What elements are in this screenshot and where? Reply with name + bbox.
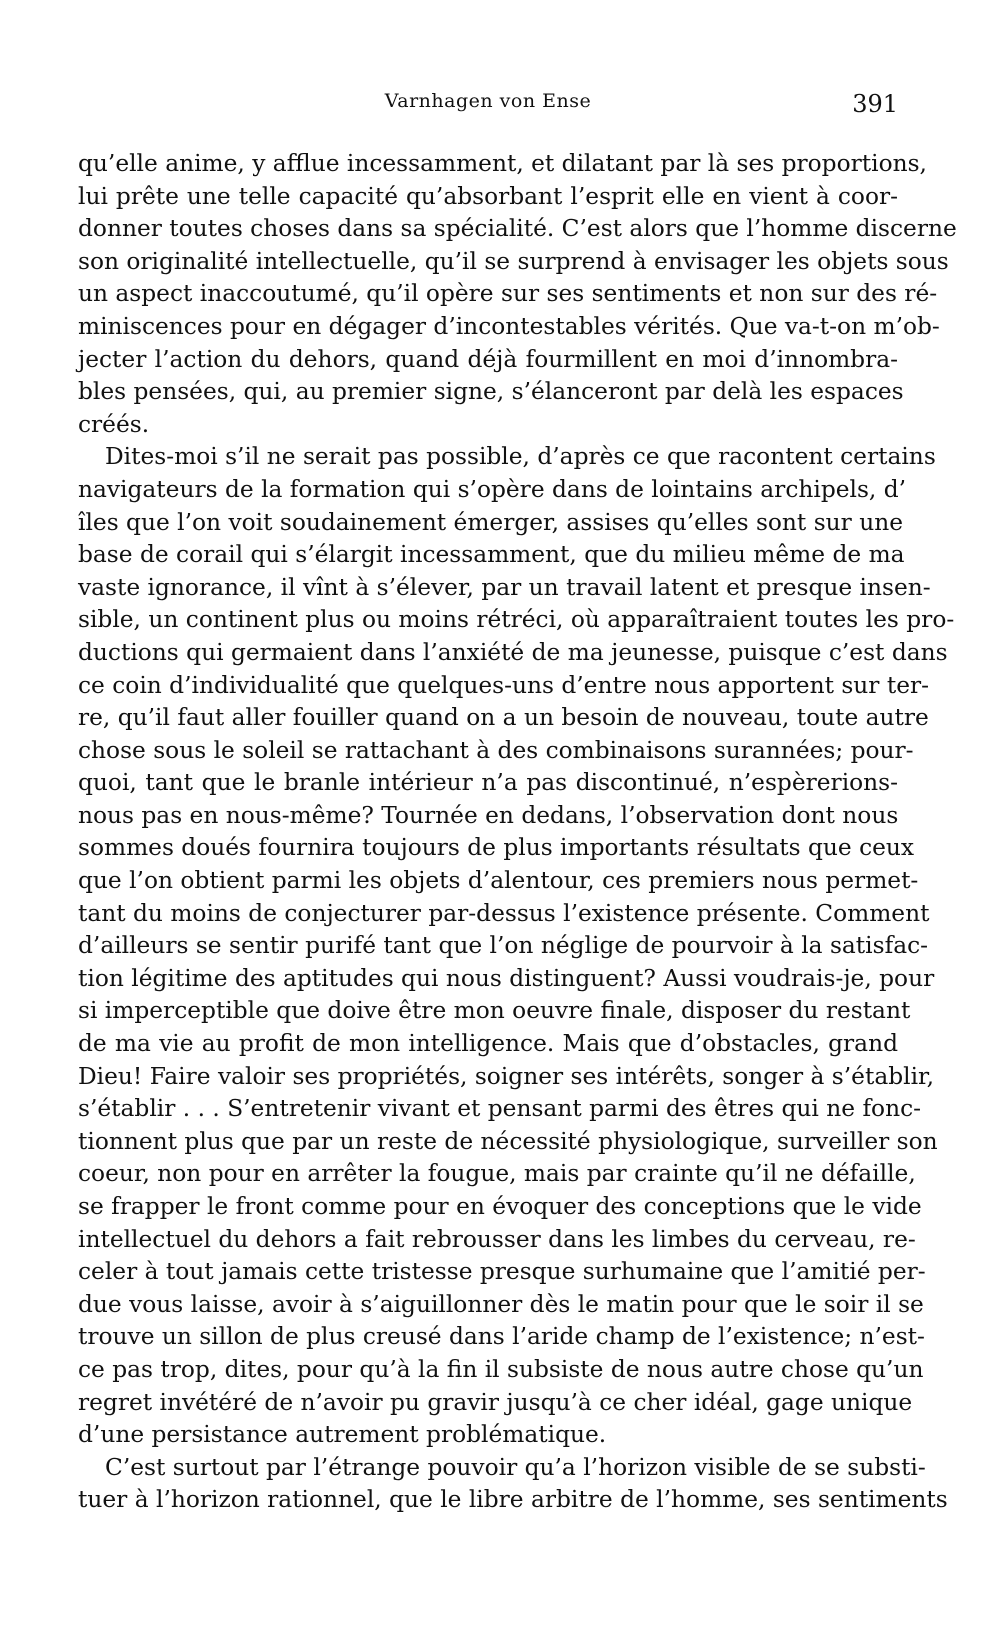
text-line: Dieu! Faire valoir ses propriétés, soigner ses intérêts, songer à s’établir,: [78, 1062, 935, 1090]
text-line: d’ailleurs se sentir purifé tant que l’on néglige de pourvoir à la satisfac-: [78, 932, 929, 960]
text-line: tant du moins de conjecturer par-dessus l’existence présente. Comment: [78, 899, 930, 927]
text-line: intellectuel du dehors a fait rebrousser dans les limbes du cerveau, re-: [78, 1225, 916, 1253]
text-line: tionnent plus que par un reste de nécessité physiologique, surveiller son: [78, 1127, 938, 1155]
text-line: s’établir . . . S’entretenir vivant et pensant parmi des êtres qui ne fonc-: [78, 1095, 922, 1123]
text-line: bles pensées, qui, au premier signe, s’élanceront par delà les espaces: [78, 378, 904, 406]
text-line: si imperceptible que doive être mon oeuvre finale, disposer du restant: [78, 997, 911, 1025]
text-line: ductions qui germaient dans l’anxiété de ma jeunesse, puisque c’est dans: [78, 638, 948, 666]
body-text: [78, 148, 957, 1517]
text-line: tuer à l’horizon rationnel, que le libre arbitre de l’homme, ses sentiments: [78, 1486, 948, 1514]
text-line: sible, un continent plus ou moins rétréci, où apparaîtraient toutes les pro-: [78, 606, 955, 634]
text-line: miniscences pour en dégager d’incontestables vérités. Que va-t-on m’ob-: [78, 312, 940, 340]
text-line: donner toutes choses dans sa spécialité. C’est alors que l’homme discerne: [78, 215, 957, 243]
text-line: Dites-moi s’il ne serait pas possible, d’après ce que racontent certains: [105, 443, 936, 471]
text-line: ce pas trop, dites, pour qu’à la fin il subsiste de nous autre chose qu’un: [78, 1355, 924, 1383]
text-line: de ma vie au profit de mon intelligence. Mais que d’obstacles, grand: [78, 1030, 898, 1058]
paragraph: [78, 1452, 948, 1517]
text-line: base de corail qui s’élargit incessamment, que du milieu même de ma: [78, 541, 905, 569]
text-line: jecter l’action du dehors, quand déjà fourmillent en moi d’innombra-: [78, 345, 898, 373]
text-line: nous pas en nous-même? Tournée en dedans, l’observation dont nous: [78, 801, 899, 829]
text-line: îles que l’on voit soudainement émerger, assises qu’elles sont sur une: [78, 508, 903, 536]
text-line: vaste ignorance, il vînt à s’élever, par un travail latent et presque insen-: [78, 573, 931, 601]
text-line: un aspect inaccoutumé, qu’il opère sur ses sentiments et non sur des ré-: [78, 280, 938, 308]
paragraph: [78, 441, 955, 1451]
text-line: chose sous le soleil se rattachant à des combinaisons surannées; pour-: [78, 736, 914, 764]
text-line: navigateurs de la formation qui s’opère dans de lointains archipels, d’: [78, 475, 907, 503]
text-line: celer à tout jamais cette tristesse presque surhumaine que l’amitié per-: [78, 1258, 926, 1286]
page-header: [78, 90, 898, 126]
text-line: coeur, non pour en arrêter la fougue, mais par crainte qu’il ne défaille,: [78, 1160, 916, 1188]
text-line: C’est surtout par l’étrange pouvoir qu’a l’horizon visible de se substi-: [105, 1453, 926, 1481]
text-line: due vous laisse, avoir à s’aiguillonner dès le matin pour que le soir il se: [78, 1290, 924, 1318]
text-line: sommes doués fournira toujours de plus importants résultats que ceux: [78, 834, 915, 862]
page-number: 391: [852, 90, 898, 118]
text-line: qu’elle anime, y afflue incessamment, et dilatant par là ses proportions,: [78, 150, 927, 177]
text-line: se frapper le front comme pour en évoquer des conceptions que le vide: [78, 1193, 922, 1220]
text-line: trouve un sillon de plus creusé dans l’aride champ de l’existence; n’est-: [78, 1323, 925, 1351]
text-line: tion légitime des aptitudes qui nous distinguent? Aussi voudrais-je, pour: [78, 964, 935, 992]
text-line: créés.: [78, 410, 150, 438]
text-line: que l’on obtient parmi les objets d’alentour, ces premiers nous permet-: [78, 867, 919, 895]
text-line: quoi, tant que le branle intérieur n’a pas discontinué, n’espèrerions-: [78, 769, 898, 797]
running-title: Varnhagen von Ense: [384, 90, 592, 112]
text-line: ce coin d’individualité que quelques-uns d’entre nous apportent sur ter-: [78, 671, 930, 699]
text-line: d’une persistance autrement problématique.: [78, 1421, 607, 1449]
text-line: lui prête une telle capacité qu’absorbant l’esprit elle en vient à coor-: [78, 182, 898, 210]
text-line: regret invétéré de n’avoir pu gravir jusqu’à ce cher idéal, gage unique: [78, 1388, 913, 1416]
text-line: re, qu’il faut aller fouiller quand on a un besoin de nouveau, toute autre: [78, 704, 929, 732]
paragraph: [78, 148, 957, 441]
text-line: son originalité intellectuelle, qu’il se surprend à envisager les objets sous: [78, 247, 949, 275]
